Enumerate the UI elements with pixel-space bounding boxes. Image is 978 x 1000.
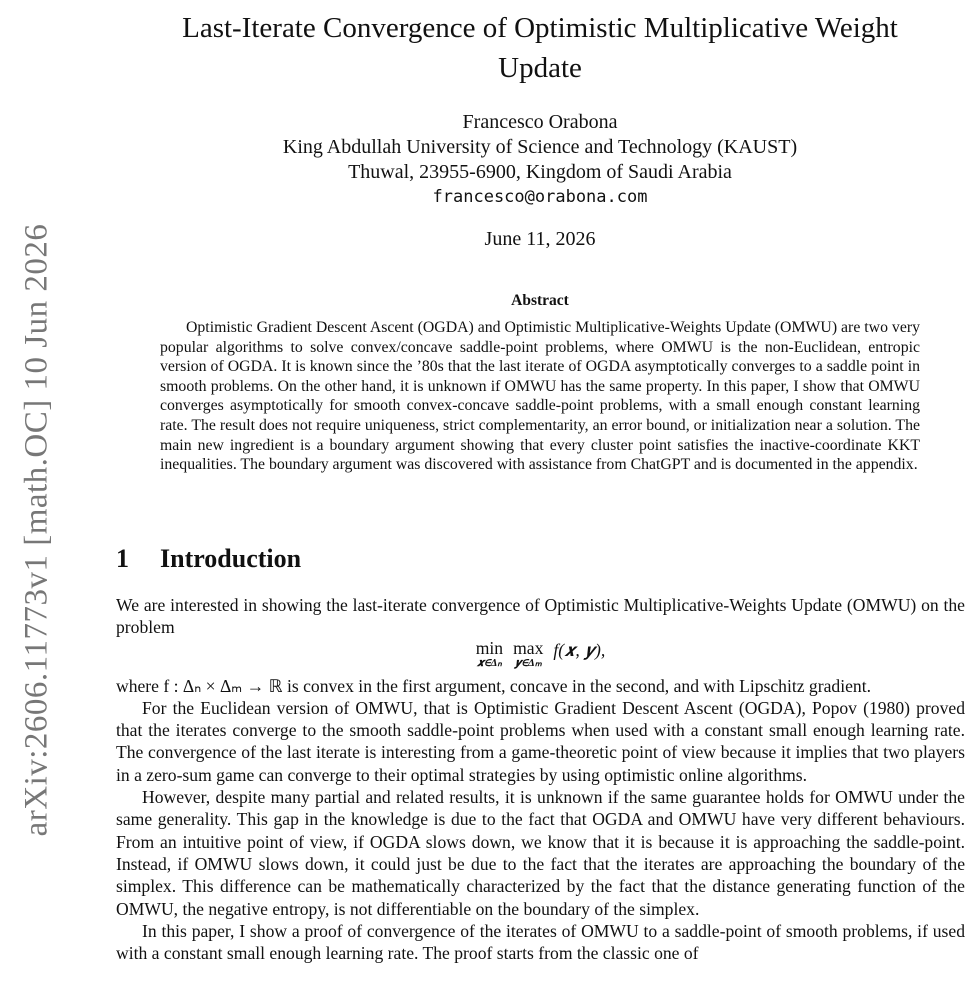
abstract-heading: Abstract: [511, 292, 569, 309]
paragraph-3: For the Euclidean version of OMWU, that is Optimistic Gradient Descent Ascent (OGDA), Popov (1980) proved that the iterates converge to the smooth saddle-point problems when used with a constant small enough learning rate. The convergence of the last iterate is interesting from a game-theoretic point of view because it implies that two players in a zero-sum game can converge to their optimal strategies by using optimistic online algorithms.: [116, 697, 965, 785]
display-equation: [116, 637, 965, 675]
arxiv-sidebar: [0, 0, 70, 1000]
author-email[interactable]: francesco@orabona.com: [432, 187, 648, 207]
paragraph-2: where f : Δₙ × Δₘ → ℝ is convex in the first argument, concave in the second, and with Lipschitz gradient.: [116, 675, 871, 696]
max-subscript: 𝒚∈Δₘ: [514, 656, 542, 669]
section-number: 1: [116, 544, 129, 573]
author-block: [200, 110, 880, 210]
max-op: max: [513, 637, 544, 658]
min-subscript: 𝒙∈Δₙ: [477, 656, 502, 669]
author-address: Thuwal, 23955-6900, Kingdom of Saudi Arabia: [348, 161, 732, 183]
section-title: Introduction: [160, 544, 302, 573]
arxiv-identifier: arXiv:2606.11773v1 [math.OC] 10 Jun 2026: [18, 223, 55, 837]
abstract-text: Optimistic Gradient Descent Ascent (OGDA) and Optimistic Multiplicative-Weights Update (OMWU) are two very popular algorithms to solve convex/concave saddle-point problems, where OMWU is the non-Euclidean, entropic version of OGDA. It is known since the ’80s that the last iterate of OGDA asymptotically converges to a saddle point in smooth problems. On the other hand, it is unknown if OMWU has the same property. In this paper, I show that OMWU converges asymptotically for smooth convex-concave saddle-point problems, with a small enough constant learning rate. The result does not require uniqueness, strict complementarity, an error bound, or initialization near a solution. The main new ingredient is a boundary argument showing that every cluster point satisfies the inactive-coordinate KKT inequalities. The boundary argument was discovered with assistance from ChatGPT and is documented in the appendix.: [160, 319, 920, 474]
max-operator: [513, 639, 543, 669]
paper-title: [140, 8, 940, 88]
paragraph-1: We are interested in showing the last-iterate convergence of Optimistic Multiplicative-Weights Update (OMWU) on the problem: [116, 595, 965, 638]
section-heading: [116, 544, 301, 574]
paragraph-4: However, despite many partial and related results, it is unknown if the same guarantee holds for OMWU under the same generality. This gap in the knowledge is due to the fact that OGDA and OMWU have very different behaviours. From an intuitive point of view, if OGDA slows down, we know that it is because it is approaching the saddle-point. Instead, if OMWU slows down, it could just be due to the fact that the iterates are approaching the boundary of the simplex. This difference can be mathematically characterized by the fact that the distance generating function of the OMWU, the negative entropy, is not differentiable on the boundary of the simplex.: [116, 787, 965, 919]
body-text: [116, 594, 965, 964]
paper-date: June 11, 2026: [484, 228, 596, 250]
paragraph-5: In this paper, I show a proof of convergence of the iterates of OMWU to a saddle-point of smooth problems, if used with a constant small enough learning rate. The proof starts from the classic one of: [116, 920, 965, 964]
min-operator: [476, 639, 503, 669]
author-name: Francesco Orabona: [462, 111, 618, 133]
title-line-2: Update: [498, 52, 582, 84]
min-op: min: [475, 637, 504, 658]
title-line-1: Last-Iterate Convergence of Optimistic Multiplicative Weight: [182, 12, 898, 44]
objective-expression: f(𝒙, 𝒚),: [553, 639, 606, 660]
author-affiliation: King Abdullah University of Science and Technology (KAUST): [282, 136, 798, 158]
